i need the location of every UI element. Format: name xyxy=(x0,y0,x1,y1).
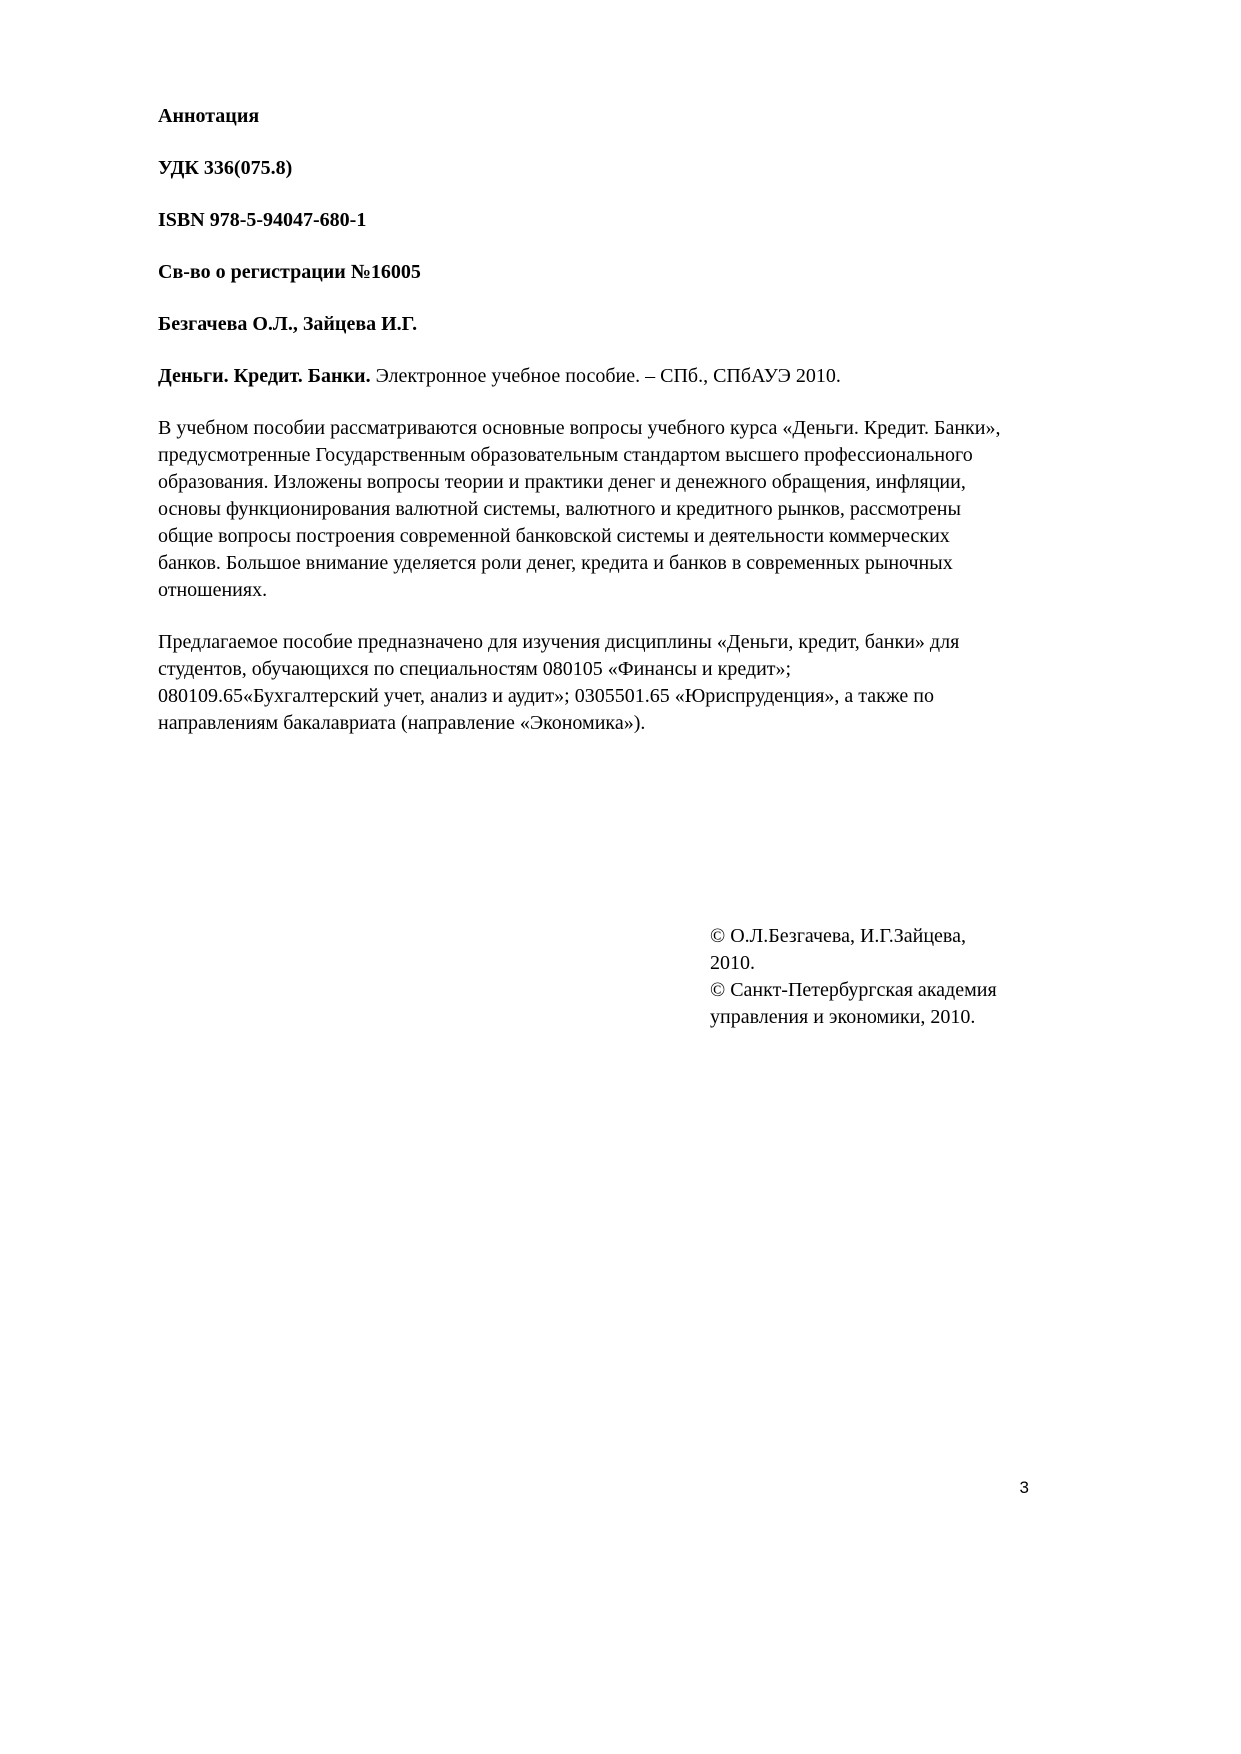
authors-line: Безгачева О.Л., Зайцева И.Г. xyxy=(158,313,418,335)
abstract-paragraph-2: Предлагаемое пособие предназначено для изучения дисциплины «Деньги, кредит, банки» для студентов, обучающихся по специальностям 080105 «Финансы и кредит»; 080109.65«Бухгалтерский учет, анализ и аудит»; 0305501.65 «Юриспруденция», а также по направлениям бакалавриата (направление «Экономика»). xyxy=(158,631,960,734)
annotation-heading: Аннотация xyxy=(158,105,260,127)
copyright-authors: © О.Л.Безгачева, И.Г.Зайцева, 2010. xyxy=(710,925,966,974)
udk-line: УДК 336(075.8) xyxy=(158,157,293,179)
page-content xyxy=(158,103,1010,1031)
registration-line: Св-во о регистрации №16005 xyxy=(158,261,421,283)
copyright-block xyxy=(710,923,1010,1031)
isbn-line: ISBN 978-5-94047-680-1 xyxy=(158,209,367,231)
title-line xyxy=(158,363,1010,390)
title-bold: Деньги. Кредит. Банки. xyxy=(158,365,371,387)
copyright-academy: © Санкт-Петербургская академия управления и экономики, 2010. xyxy=(710,979,997,1028)
title-rest: Электронное учебное пособие. – СПб., СПбАУЭ 2010. xyxy=(370,365,841,387)
abstract-paragraph-1: В учебном пособии рассматриваются основные вопросы учебного курса «Деньги. Кредит. Банки», предусмотренные Государственным образовательным стандартом высшего профессионального образования. Изложены вопросы теории и практики денег и денежного обращения, инфляции, основы функционирования валютной системы, валютного и кредитного рынков, рассмотрены общие вопросы построения современной банковской системы и деятельности коммерческих банков. Большое внимание уделяется роли денег, кредита и банков в современных рыночных отношениях. xyxy=(158,417,1001,601)
page-number: 3 xyxy=(1019,1478,1029,1497)
